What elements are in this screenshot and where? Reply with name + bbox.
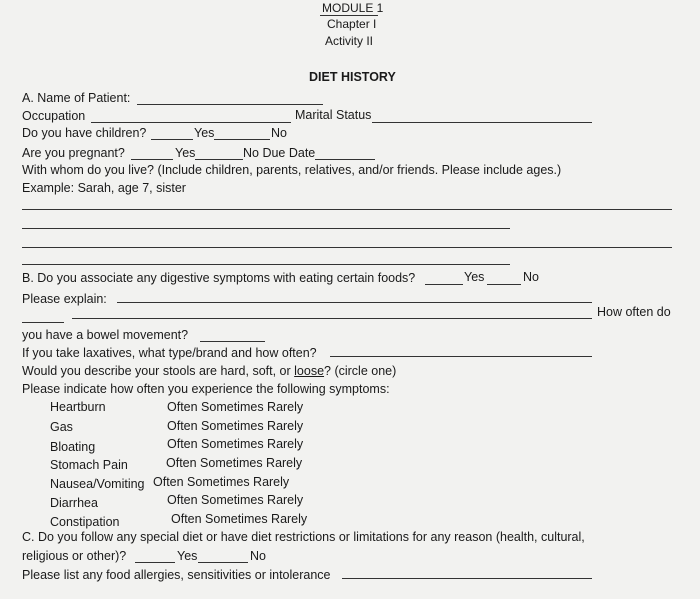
children-blank[interactable] xyxy=(151,139,193,140)
page-title: DIET HISTORY xyxy=(309,70,396,84)
symptom-name: Heartburn xyxy=(50,400,106,414)
marital-status-field[interactable] xyxy=(372,122,592,123)
explain-line-2b[interactable] xyxy=(72,318,592,319)
symptom-name: Diarrhea xyxy=(50,496,98,510)
live-with-question: With whom do you live? (Include children, parents, relatives, and/or friends. Please include ages.) xyxy=(22,163,562,177)
allergies-field[interactable] xyxy=(342,578,592,579)
symptom-options[interactable]: Often Sometimes Rarely xyxy=(167,419,304,433)
symptom-options[interactable]: Often Sometimes Rarely xyxy=(167,400,304,414)
diet-yes[interactable]: Yes xyxy=(177,549,198,563)
live-with-example: Example: Sarah, age 7, sister xyxy=(22,181,186,195)
answer-line[interactable] xyxy=(22,209,672,210)
answer-line[interactable] xyxy=(22,228,510,229)
symptom-options[interactable]: Often Sometimes Rarely xyxy=(171,512,308,526)
allergies-label: Please list any food allergies, sensitivities or intolerance xyxy=(22,568,331,582)
digestive-no[interactable]: No xyxy=(523,270,539,284)
children-yes-blank[interactable] xyxy=(214,139,270,140)
symptom-options[interactable]: Often Sometimes Rarely xyxy=(166,456,303,470)
explain-field[interactable] xyxy=(117,302,592,303)
occupation-label: Occupation xyxy=(22,109,86,123)
symptom-options[interactable]: Often Sometimes Rarely xyxy=(167,493,304,507)
symptom-name: Constipation xyxy=(50,515,120,529)
laxatives-field[interactable] xyxy=(330,356,592,357)
stools-question: Would you describe your stools are hard, soft, or loose? (circle one) xyxy=(22,364,397,378)
pregnant-question: Are you pregnant? xyxy=(22,146,125,160)
bowel-field[interactable] xyxy=(200,341,265,342)
module-label: MODULE 1 xyxy=(322,1,384,15)
diet-yes-blank[interactable] xyxy=(198,562,248,563)
patient-name-field[interactable] xyxy=(137,104,323,105)
digestive-blank[interactable] xyxy=(425,284,463,285)
diet-no[interactable]: No xyxy=(250,549,266,563)
how-often-label-2: you have a bowel movement? xyxy=(22,328,189,342)
pregnant-yes-blank[interactable] xyxy=(195,159,243,160)
answer-line[interactable] xyxy=(22,264,510,265)
symptom-name: Bloating xyxy=(50,440,96,454)
how-often-label-1: How often do xyxy=(597,305,671,319)
marital-status-label: Marital Status xyxy=(295,108,372,122)
patient-name-label: A. Name of Patient: xyxy=(22,91,131,105)
symptom-options[interactable]: Often Sometimes Rarely xyxy=(153,475,290,489)
children-no[interactable]: No xyxy=(271,126,287,140)
symptom-options[interactable]: Often Sometimes Rarely xyxy=(167,437,304,451)
special-diet-question: C. Do you follow any special diet or have diet restrictions or limitations for any reason (health, cultural, xyxy=(22,530,585,544)
children-question: Do you have children? xyxy=(22,126,147,140)
due-date-field[interactable] xyxy=(315,159,375,160)
symptom-name: Stomach Pain xyxy=(50,458,128,472)
activity-label: Activity II xyxy=(325,34,374,48)
symptoms-instruction: Please indicate how often you experience the following symptoms: xyxy=(22,382,390,396)
children-yes[interactable]: Yes xyxy=(194,126,215,140)
symptom-name: Gas xyxy=(50,420,73,434)
special-diet-question-cont: religious or other)? xyxy=(22,549,127,563)
symptom-name: Nausea/Vomiting xyxy=(50,477,145,491)
laxatives-question: If you take laxatives, what type/brand and how often? xyxy=(22,346,317,360)
digestive-yes-blank[interactable] xyxy=(487,284,521,285)
explain-label: Please explain: xyxy=(22,292,107,306)
explain-line-2a[interactable] xyxy=(22,322,64,323)
chapter-label: Chapter I xyxy=(327,17,377,31)
pregnant-yes[interactable]: Yes xyxy=(175,146,196,160)
pregnant-blank[interactable] xyxy=(131,159,173,160)
answer-line[interactable] xyxy=(22,247,672,248)
due-date-label: No Due Date xyxy=(243,146,316,160)
diet-blank[interactable] xyxy=(135,562,175,563)
digestive-question: B. Do you associate any digestive symptoms with eating certain foods? xyxy=(22,271,416,285)
occupation-field[interactable] xyxy=(91,122,291,123)
digestive-yes[interactable]: Yes xyxy=(464,270,485,284)
